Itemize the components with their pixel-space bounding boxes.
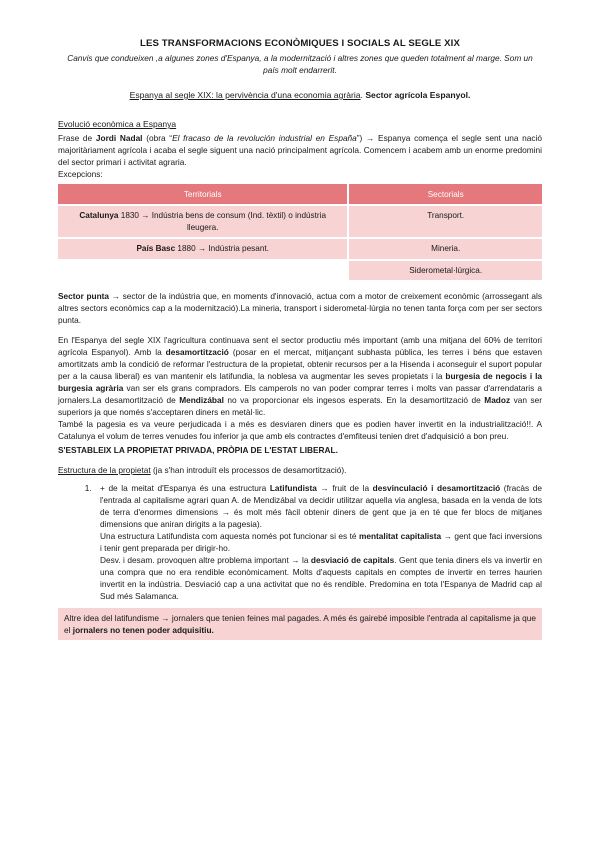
document-subtitle: Canvis que condueixen ,a algunes zones d'Espanya, a la modernització i altres zones que queden totalment al marge. Som un país molt endarrerit.	[67, 53, 533, 75]
text-run: no va proporcionar els ingesos esperats. En la desamortització de	[223, 395, 485, 405]
list-item	[94, 482, 542, 602]
estructura-heading-link: Estructura de la propietat	[58, 465, 151, 475]
work-title: El fracaso de la revolución industrial en España	[172, 133, 357, 143]
spacer	[58, 326, 542, 334]
cell-mineria: Mineria.	[348, 238, 542, 260]
cell-siderometal: Siderometal·lúrgica.	[348, 260, 542, 281]
cell-transport: Transport.	[348, 205, 542, 238]
term: Mendizábal	[179, 395, 224, 405]
table-row	[58, 260, 542, 281]
text-run: van ser superiors ja que només s'acceptaren diners en metàl·lic.	[58, 395, 542, 417]
estructura-heading	[58, 464, 542, 476]
text-run: → fruit de la	[316, 483, 373, 493]
section-heading-bold: Sector agrícola Espanyol.	[365, 90, 471, 100]
cell-pais-basc	[58, 238, 348, 260]
nadal-paragraph	[58, 132, 542, 168]
cell-catalunya	[58, 205, 348, 238]
table-row	[58, 238, 542, 260]
text-run: Una estructura Latifundista com aquesta només pot funcionar si es té	[100, 531, 359, 541]
pagesia-paragraph: També la pagesia es va veure perjudicada i a més es desviaren diners que es podien haver invertit en la industrialització!!. A Catalunya el volum de terres venudes fou inferior ja que amb els contractes d'emfiteusi tenien dret d'adquisició a bon preu.	[58, 419, 542, 441]
region-name: País Basc	[136, 244, 176, 253]
spacer	[58, 456, 542, 464]
text-run: 1880 → Indústria pesant.	[175, 244, 269, 253]
term: mentalitat capitalista	[358, 531, 442, 541]
text-run: ”) → Espanya comença el segle sent una nació majoritàriament agrícola i acaba el segle siguent una nació principalment agrícola. Comencem i acabem amb un enorme predomini del sector primari i activitat agraria.	[58, 133, 542, 167]
excepcions-label: Excepcions:	[58, 169, 103, 179]
text-run: → sector de la indústria que, en moments d'innovació, actua com a motor de creixement econòmic (arrossegant als altres sectors econòmics cap a la modernització).La mineria, transport i siderometal·lúrgia no tenen tanta força com per ser sectors punta.	[58, 291, 542, 325]
section-heading-dot: .	[360, 90, 363, 100]
evolucio-heading: Evolució econòmica a Espanya	[58, 119, 177, 129]
region-name: Catalunya	[79, 211, 119, 220]
text-run: . Gent que tenia diners els va invertir en una compra que no era rendible econòmicament. Molts d'aquests capitals en comptes de invertir en terres haurien invertit en la indústria. Desviació cap a una activitat que no és rendible. Predomina en tota l'Espanya de Madrid cap al Sud més Salamanca.	[100, 555, 542, 601]
sector-punta-paragraph	[58, 290, 542, 326]
text-run: (fracàs de l'entrada al capitalisme agrari quan A. de Mendizábal va decidir utilitzar aquella via anglesa, basada en la venda de lots de terra d'enormes dimensions → és molt més fàcil obtenir diners de gent que ja en té que fer blocs de mitjanes dimensions que aniran dirigits a la pagesia).	[100, 483, 542, 529]
propietat-privada-statement: S'ESTABLEIX LA PROPIETAT PRIVADA, PRÒPIA DE L'ESTAT LIBERAL.	[58, 445, 338, 455]
author-name: Jordi Nadal	[95, 133, 143, 143]
agricultura-paragraph	[58, 334, 542, 418]
text-run: 1830 → Indústria bens de consum (Ind. tèxtil) o indústria lleugera.	[118, 211, 327, 232]
col-sectorials: Sectorials	[348, 184, 542, 205]
text-run: + de la meitat d'Espanya és una estructura	[100, 483, 270, 493]
cell-empty	[58, 260, 348, 281]
term: Madoz	[484, 395, 511, 405]
document-title: LES TRANSFORMACIONS ECONÒMIQUES I SOCIALS AL SEGLE XIX	[140, 38, 460, 49]
term: burgesia de negocis i la burgesia agrària	[58, 371, 542, 393]
col-territorials: Territorials	[58, 184, 348, 205]
table-header-row	[58, 184, 542, 205]
table-row	[58, 205, 542, 238]
text-run: Desv. i desam. provoquen altre problema important → la	[100, 555, 311, 565]
text-run: (posar en el mercat, mitjançant subhasta pública, les terres i béns que estaven amortitzats amb la condició de reformar l'estructura de la propietat, obtenir recursos per a la Hisenda i aconseguir el suport popular per a la causa liberal) es van mantenir els latifundia, la noblesa va augmentar les seves propietats i la	[58, 347, 542, 381]
text-run: (obra “	[142, 133, 173, 143]
term: desvinculació i desamortització	[372, 483, 501, 493]
text-run: van ser els grans compradors. Els camperols no van poder comprar terres i molts van passar d'arrendataris a jornalers.La desamortització de	[58, 383, 542, 405]
term: Latifundista	[269, 483, 317, 493]
term: jornalers no tenen poder adquisitiu.	[72, 625, 214, 635]
text-run: (ja s'han introduït els processos de desamortització).	[150, 465, 347, 475]
term: desviació de capitals	[310, 555, 395, 565]
term: Sector punta	[58, 291, 110, 301]
text-run: Frase de	[58, 133, 96, 143]
section-heading-link: Espanya al segle XIX: la pervivència d'una economia agrària	[129, 90, 361, 100]
section-heading	[58, 90, 542, 100]
latifundisme-note	[58, 608, 542, 640]
estructura-list	[58, 482, 542, 602]
text-run: En l'Espanya del segle XIX l'agricultura continuava sent el sector productiu més important (amb una mitjana del 60% de territori agrícola Espanyol). Amb la	[58, 335, 542, 357]
exceptions-table	[58, 184, 542, 280]
term: desamortització	[165, 347, 229, 357]
text-run: Altre idea del latifundisme → jornalers que tenien feines mal pagades. A més és gairebé imposible l'entrada al capitalisme ja que el	[64, 613, 537, 635]
text-run: → gent que faci inversions i tenir gent preparada per dirigir-ho.	[100, 531, 542, 553]
